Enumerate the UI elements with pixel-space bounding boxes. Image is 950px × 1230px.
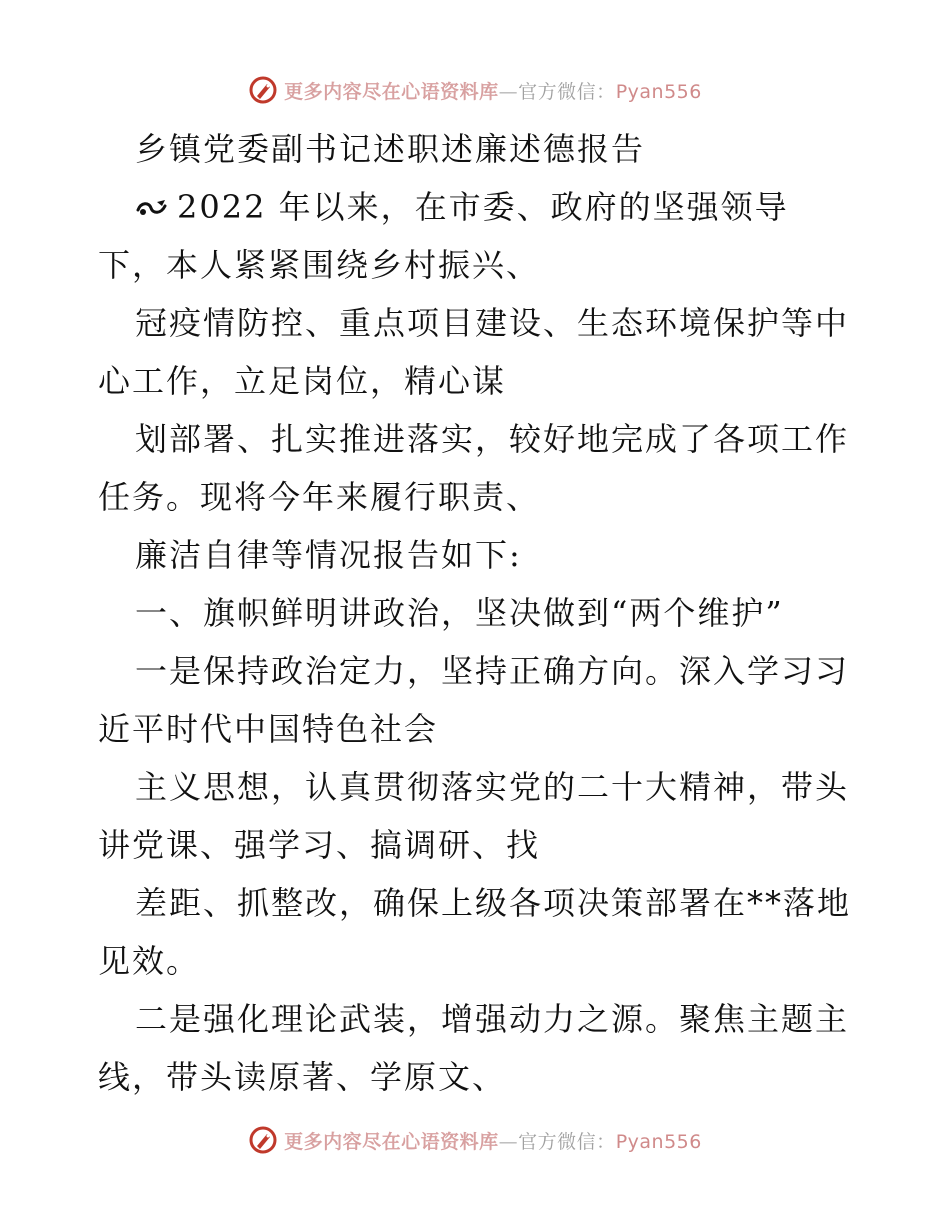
paragraph-line: 任务。现将今年来履行职责、 bbox=[98, 478, 541, 516]
watermark-dash: — bbox=[498, 1130, 519, 1153]
paragraph-line: 廉洁自律等情况报告如下: bbox=[135, 536, 522, 574]
ornament-bullet-icon bbox=[135, 196, 169, 220]
paragraph-line-text: 2022 年以来，在市委、政府的坚强领导 bbox=[177, 188, 789, 226]
document-title: 乡镇党委副书记述职述廉述德报告 bbox=[135, 130, 646, 168]
paragraph-line: 近平时代中国特色社会 bbox=[98, 710, 439, 748]
watermark-brand: 更多内容尽在心语资料库 bbox=[284, 80, 499, 103]
pen-nib-circle-icon bbox=[248, 1125, 278, 1155]
paragraph-line: 主义思想，认真贯彻落实党的二十大精神，带头 bbox=[135, 768, 850, 806]
paragraph-line: 划部署、扎实推进落实，较好地完成了各项工作 bbox=[135, 420, 850, 458]
paragraph-line: 见效。 bbox=[98, 942, 201, 980]
paragraph-line: 二是强化理论武装，增强动力之源。聚焦主题主 bbox=[135, 1000, 850, 1038]
paragraph-line: 冠疫情防控、重点项目建设、生态环境保护等中 bbox=[135, 304, 850, 342]
paragraph-line bbox=[98, 178, 858, 236]
pen-nib-circle-icon bbox=[248, 75, 278, 105]
watermark-wechat-label: 官方微信： bbox=[518, 80, 616, 103]
document-body bbox=[98, 120, 858, 1106]
footer-watermark bbox=[0, 1120, 950, 1160]
header-watermark bbox=[0, 70, 950, 110]
watermark-wechat-id: Pyan556 bbox=[615, 80, 702, 103]
section-heading: 一、旗帜鲜明讲政治，坚决做到“两个维护” bbox=[135, 594, 784, 632]
watermark-wechat-id: Pyan556 bbox=[615, 1130, 702, 1153]
watermark-brand: 更多内容尽在心语资料库 bbox=[284, 1130, 499, 1153]
paragraph-line: 线，带头读原著、学原文、 bbox=[98, 1058, 507, 1096]
watermark-dash: — bbox=[498, 80, 519, 103]
paragraph-line: 讲党课、强学习、搞调研、找 bbox=[98, 826, 541, 864]
watermark-wechat-label: 官方微信： bbox=[518, 1130, 616, 1153]
paragraph-line: 下，本人紧紧围绕乡村振兴、 bbox=[98, 246, 541, 284]
paragraph-line: 心工作，立足岗位，精心谋 bbox=[98, 362, 507, 400]
paragraph-line: 一是保持政治定力，坚持正确方向。深入学习习 bbox=[135, 652, 850, 690]
paragraph-line: 差距、抓整改，确保上级各项决策部署在**落地 bbox=[135, 884, 852, 922]
